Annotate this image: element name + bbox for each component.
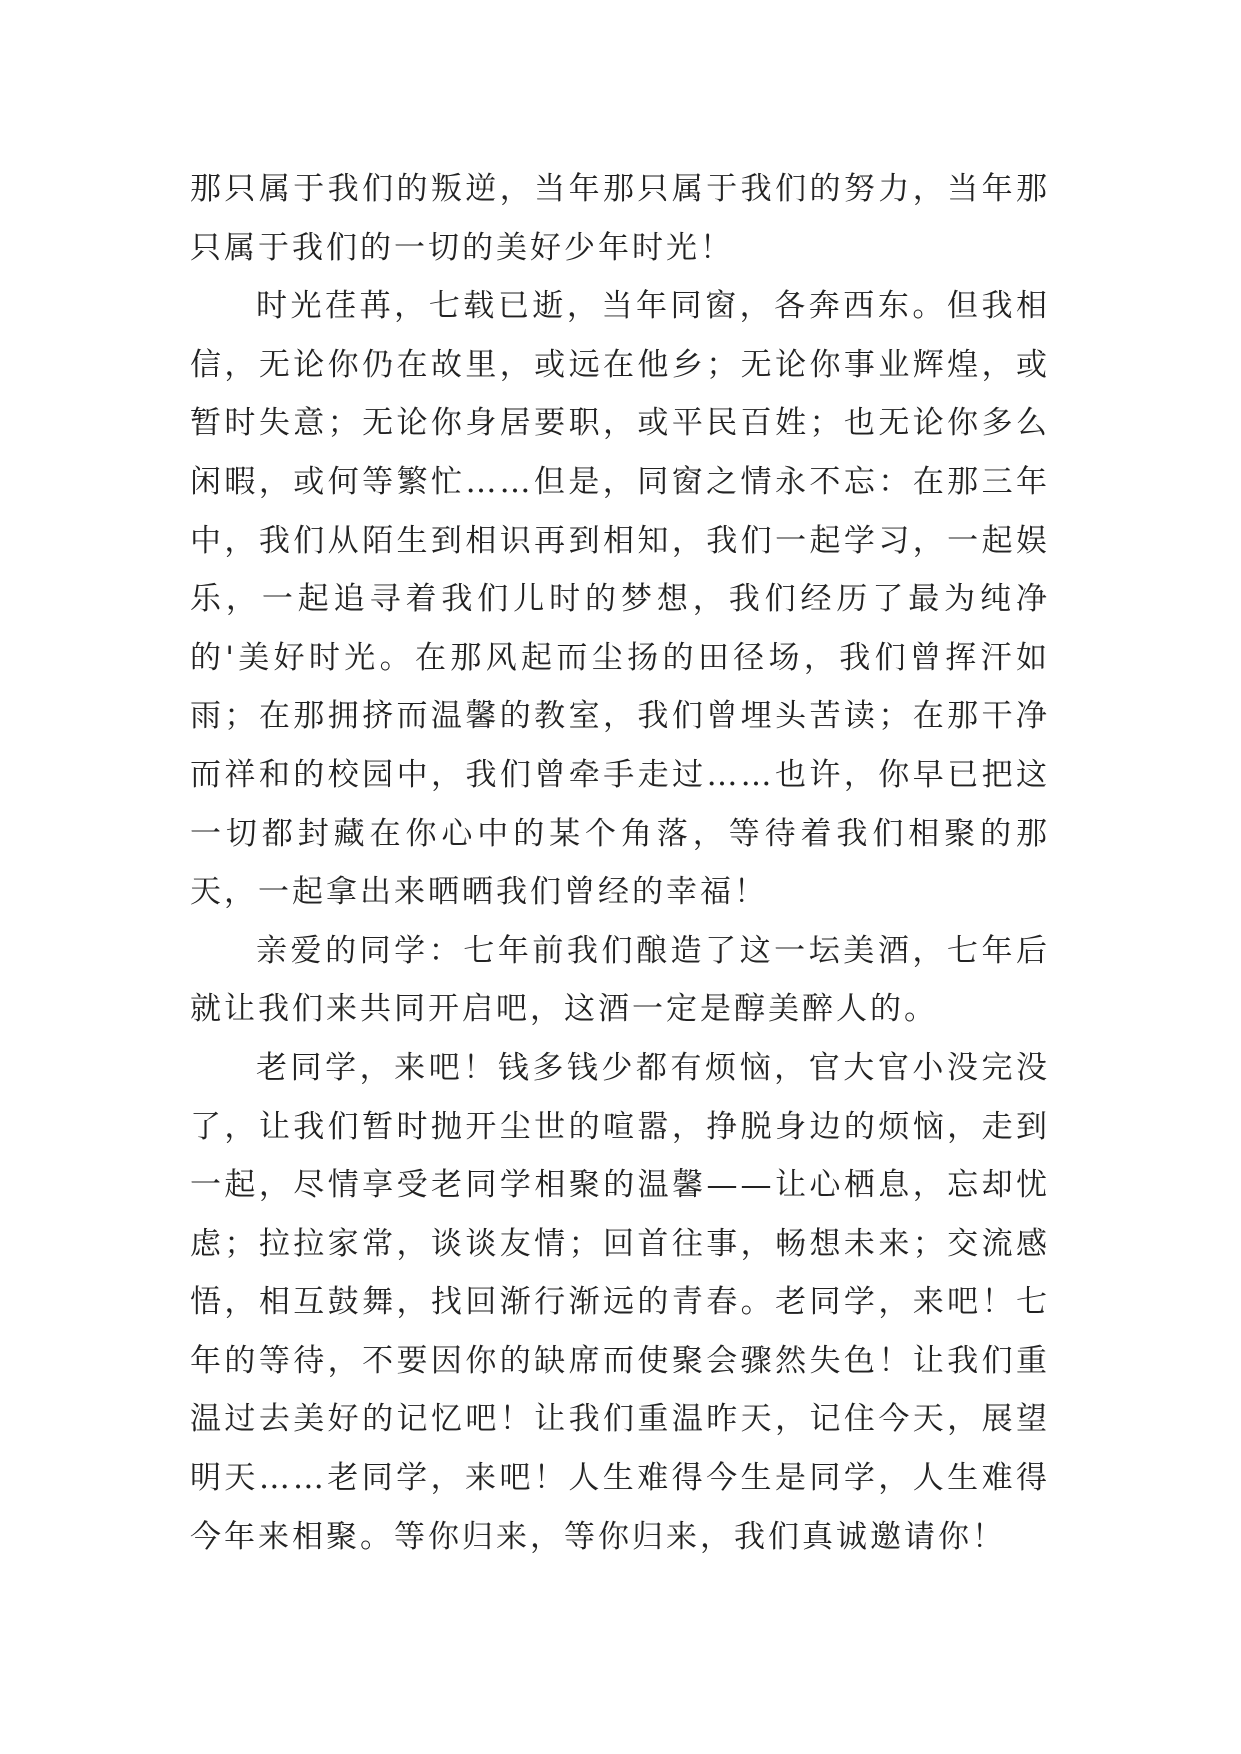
paragraph-3: 亲爱的同学：七年前我们酿造了这一坛美酒，七年后就让我们来共同开启吧，这酒一定是醇美醉人的。 — [190, 932, 1050, 1028]
document-body — [190, 160, 1050, 1566]
paragraph-2: 时光荏苒，七载已逝，当年同窗，各奔西东。但我相信，无论你仍在故里，或远在他乡；无论你事业辉煌，或暂时失意；无论你身居要职，或平民百姓；也无论你多么闲暇，或何等繁忙……但是，同窗之情永不忘：在那三年中，我们从陌生到相识再到相知，我们一起学习，一起娱乐，一起追寻着我们儿时的梦想，我们经历了最为纯净的'美好时光。在那风起而尘扬的田径场，我们曾挥汗如雨；在那拥挤而温馨的教室，我们曾埋头苦读；在那干净而祥和的校园中，我们曾牵手走过……也许，你早已把这一切都封藏在你心中的某个角落，等待着我们相聚的那天，一起拿出来晒晒我们曾经的幸福！ — [190, 288, 1050, 911]
paragraph-1: 那只属于我们的叛逆，当年那只属于我们的努力，当年那只属于我们的一切的美好少年时光！ — [190, 171, 1050, 266]
paragraph-4: 老同学，来吧！钱多钱少都有烦恼，官大官小没完没了，让我们暂时抛开尘世的喧嚣，挣脱身边的烦恼，走到一起，尽情享受老同学相聚的温馨——让心栖息，忘却忧虑；拉拉家常，谈谈友情；回首往事，畅想未来；交流感悟，相互鼓舞，找回渐行渐远的青春。老同学，来吧！七年的等待，不要因你的缺席而使聚会骤然失色！让我们重温过去美好的记忆吧！让我们重温昨天，记住今天，展望明天……老同学，来吧！人生难得今生是同学，人生难得今年来相聚。等你归来，等你归来，我们真诚邀请你！ — [190, 1049, 1050, 1555]
